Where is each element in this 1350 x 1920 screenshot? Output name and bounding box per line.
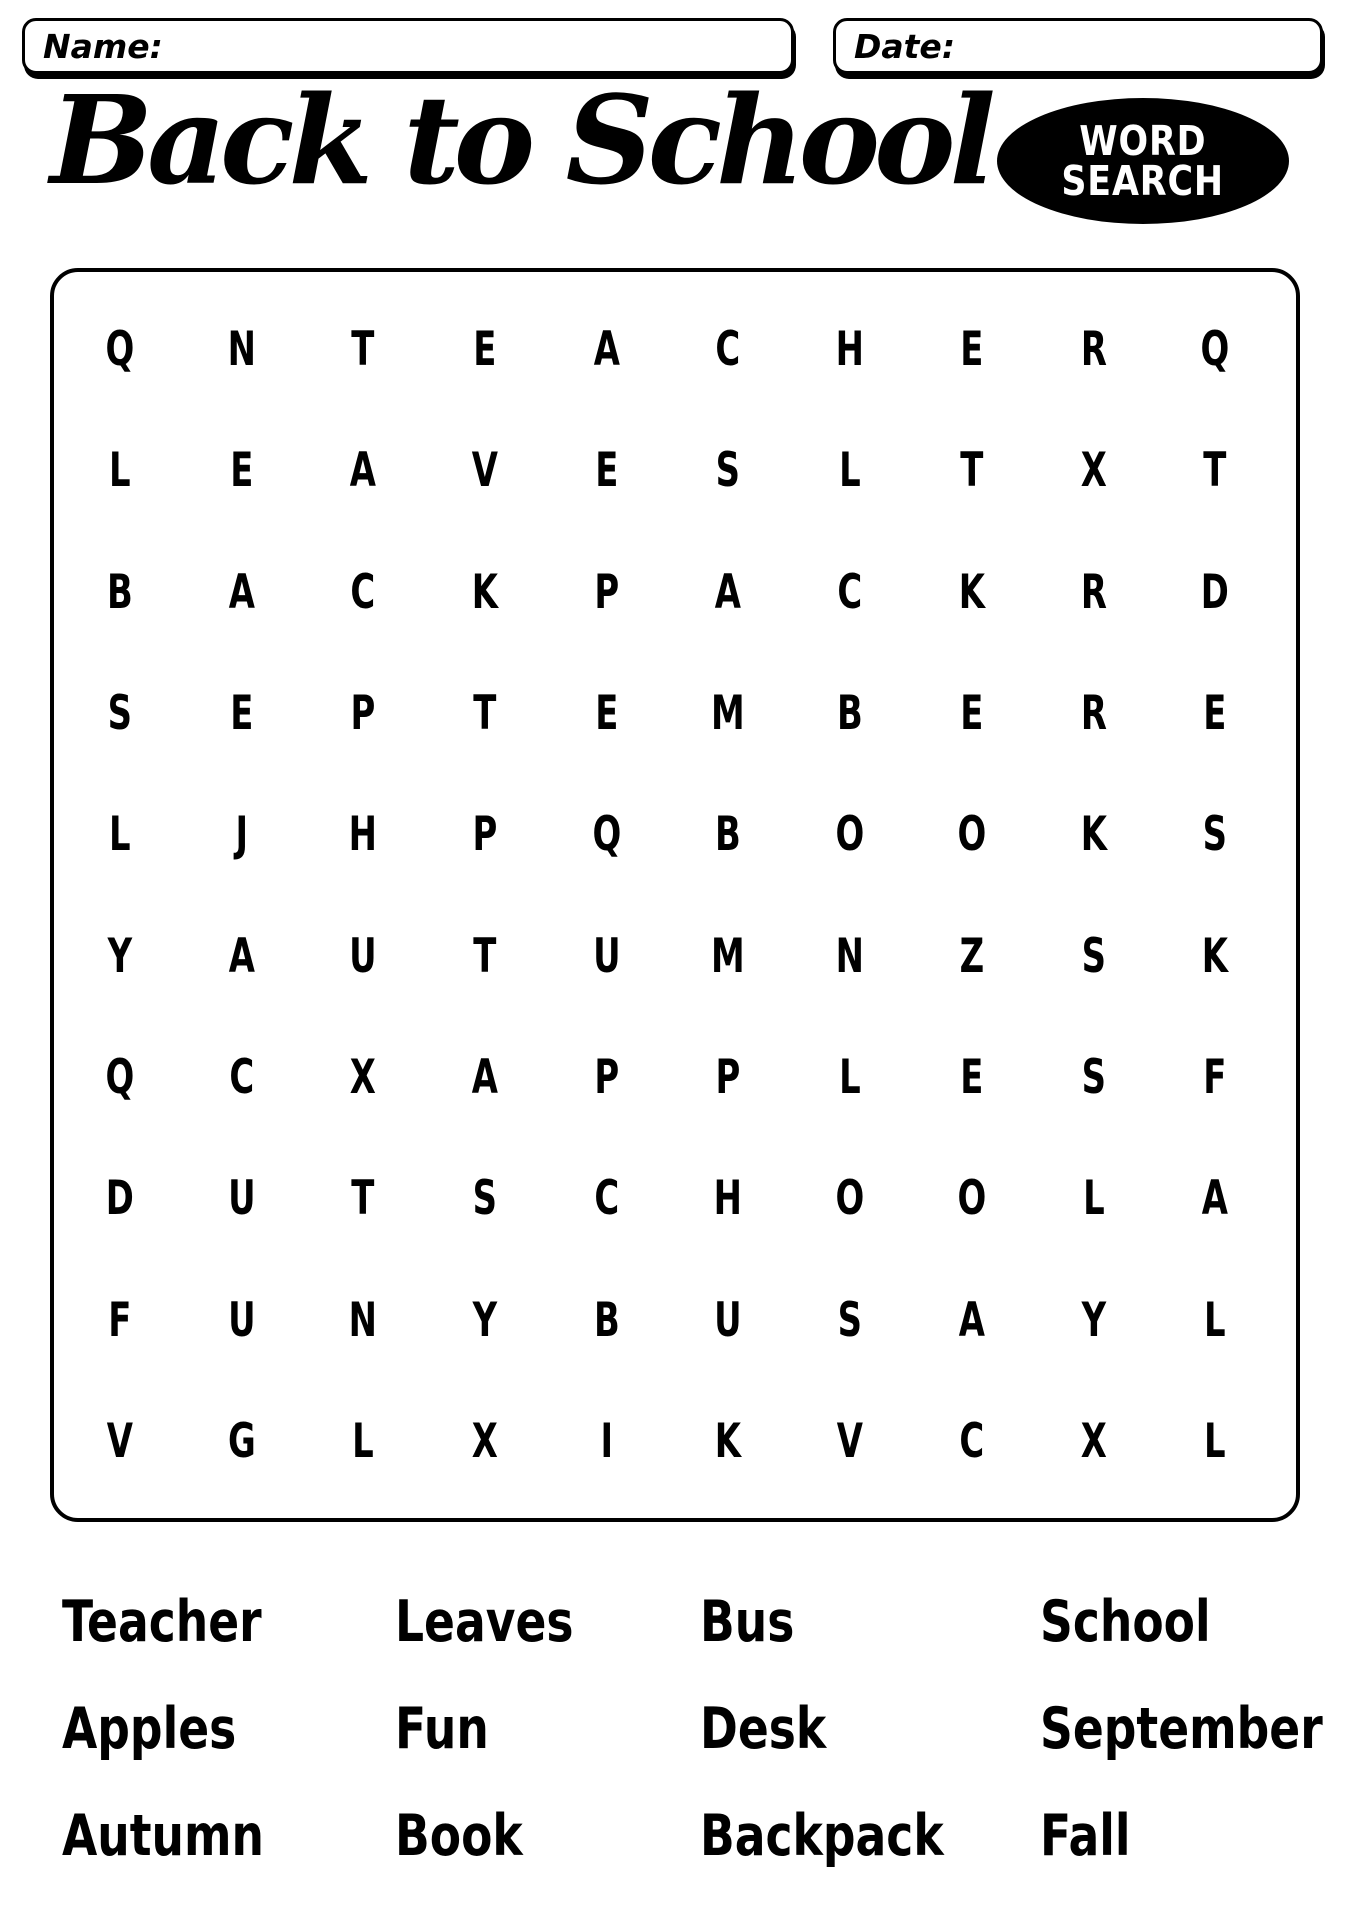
grid-cell: Y [1081, 1292, 1106, 1348]
grid-cell: H [835, 322, 865, 378]
page-title: Back to School [50, 68, 990, 212]
grid-cell: Q [1200, 322, 1230, 378]
word-item: Leaves [395, 1588, 574, 1655]
badge-search: SEARCH [1061, 157, 1225, 205]
word-item: School [1040, 1588, 1211, 1655]
grid-cell: T [960, 443, 984, 499]
grid-cell: C [229, 1049, 254, 1105]
grid-cell: Y [472, 1292, 498, 1348]
word-list [62, 1568, 1322, 1889]
grid-cell: P [594, 1049, 620, 1105]
grid-cell: S [1081, 928, 1106, 984]
grid-cell: P [350, 686, 376, 742]
date-label: Date: [854, 26, 956, 66]
grid-cell: R [1080, 564, 1107, 620]
grid-cell: C [350, 564, 376, 620]
grid-cell: B [593, 1292, 620, 1348]
grid-cell: T [1203, 443, 1227, 499]
grid-cell: G [227, 1413, 256, 1469]
grid-cell: K [471, 564, 499, 620]
grid-cell: Z [959, 928, 985, 984]
grid-cell: K [1080, 807, 1107, 863]
grid-cell: S [107, 686, 133, 742]
grid-cell: A [1202, 1171, 1229, 1227]
grid-cell: N [349, 1292, 378, 1348]
grid-cell: P [594, 564, 620, 620]
grid-cell: X [471, 1413, 498, 1469]
grid-cell: V [836, 1413, 864, 1469]
grid-cell: D [105, 1171, 134, 1227]
grid-cell: Q [105, 322, 135, 378]
grid-cell: Y [107, 928, 133, 984]
grid-cell: A [958, 1292, 985, 1348]
grid-cell: T [473, 928, 497, 984]
grid-cell: F [108, 1292, 132, 1348]
grid-cell: L [109, 807, 131, 863]
grid-cell: Q [105, 1049, 135, 1105]
grid-cell: H [349, 807, 378, 863]
grid-cell: S [472, 1171, 498, 1227]
grid-cell: N [835, 928, 865, 984]
grid-cell: C [837, 564, 863, 620]
grid-cell: E [960, 1049, 984, 1105]
grid-cell: E [229, 443, 254, 499]
grid-cell: I [600, 1413, 613, 1469]
date-field[interactable] [833, 18, 1323, 74]
grid-cell: L [839, 443, 861, 499]
word-item: September [1040, 1695, 1323, 1762]
puzzle-frame [50, 268, 1300, 1522]
grid-cell: C [594, 1171, 620, 1227]
grid-cell: E [595, 686, 619, 742]
grid-cell: U [227, 1171, 256, 1227]
grid-cell: B [106, 564, 133, 620]
grid-cell: R [1080, 686, 1107, 742]
grid-cell: L [109, 443, 131, 499]
grid-cell: U [227, 1292, 256, 1348]
grid-cell: X [350, 1049, 377, 1105]
grid-cell: M [711, 686, 746, 742]
grid-cell: D [1201, 564, 1230, 620]
word-item: Desk [700, 1695, 827, 1762]
grid-cell: P [472, 807, 498, 863]
grid-cell: O [835, 1171, 865, 1227]
word-item: Apples [62, 1695, 237, 1762]
badge-word: WORD [1079, 116, 1207, 165]
letter-grid [59, 289, 1276, 1502]
grid-cell: T [351, 322, 375, 378]
grid-cell: A [471, 1049, 499, 1105]
grid-cell: K [715, 1413, 742, 1469]
grid-cell: E [960, 322, 984, 378]
grid-cell: E [1203, 686, 1227, 742]
name-field[interactable] [22, 18, 794, 74]
grid-cell: Q [592, 807, 622, 863]
grid-cell: V [471, 443, 499, 499]
grid-cell: F [1203, 1049, 1227, 1105]
grid-cell: O [835, 807, 865, 863]
grid-cell: H [714, 1171, 743, 1227]
grid-cell: O [957, 807, 987, 863]
grid-cell: T [473, 686, 497, 742]
word-item: Backpack [700, 1802, 944, 1869]
grid-cell: C [715, 322, 741, 378]
grid-cell: S [1202, 807, 1228, 863]
grid-cell: J [235, 807, 248, 863]
grid-cell: K [958, 564, 985, 620]
grid-cell: V [106, 1413, 133, 1469]
grid-cell: T [351, 1171, 375, 1227]
grid-cell: S [1081, 1049, 1106, 1105]
grid-cell: M [711, 928, 746, 984]
grid-cell: A [350, 443, 377, 499]
word-item: Teacher [62, 1588, 262, 1655]
word-item: Autumn [62, 1802, 264, 1869]
grid-cell: C [959, 1413, 985, 1469]
grid-cell: K [1202, 928, 1229, 984]
grid-cell: E [229, 686, 254, 742]
grid-cell: X [1080, 443, 1107, 499]
grid-cell: A [228, 564, 255, 620]
grid-cell: B [715, 807, 742, 863]
grid-cell: A [593, 322, 620, 378]
grid-cell: L [1082, 1171, 1105, 1227]
grid-cell: O [957, 1171, 987, 1227]
grid-cell: E [595, 443, 619, 499]
grid-cell: E [473, 322, 497, 378]
grid-cell: L [1204, 1413, 1226, 1469]
grid-cell: L [839, 1049, 861, 1105]
grid-cell: X [1080, 1413, 1107, 1469]
grid-cell: P [715, 1049, 741, 1105]
word-item: Bus [700, 1588, 795, 1655]
grid-cell: S [716, 443, 741, 499]
word-search-badge [997, 98, 1289, 224]
word-item: Book [395, 1802, 523, 1869]
grid-cell: U [592, 928, 621, 984]
grid-cell: N [227, 322, 256, 378]
grid-cell: U [714, 1292, 743, 1348]
grid-cell: S [837, 1292, 863, 1348]
word-item: Fun [395, 1695, 489, 1762]
grid-cell: L [1204, 1292, 1226, 1348]
grid-cell: L [352, 1413, 375, 1469]
grid-cell: A [715, 564, 742, 620]
grid-cell: R [1080, 322, 1107, 378]
grid-cell: B [837, 686, 863, 742]
grid-cell: U [349, 928, 377, 984]
word-item: Fall [1040, 1802, 1131, 1869]
grid-cell: A [228, 928, 255, 984]
name-label: Name: [43, 26, 163, 66]
grid-cell: E [960, 686, 984, 742]
